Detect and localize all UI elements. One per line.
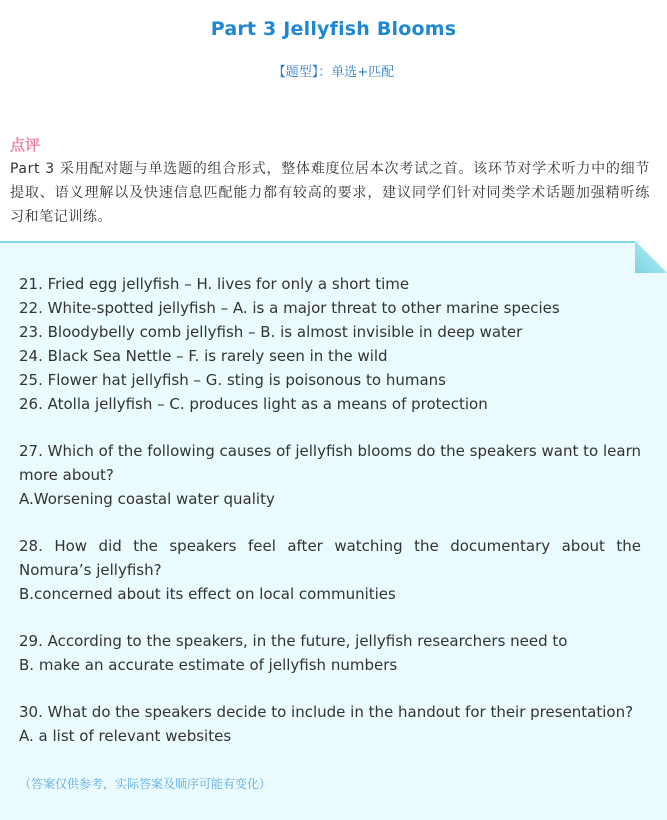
matching-answer-22: 22. White-spotted jellyfish – A. is a major threat to other marine species — [19, 299, 560, 317]
question-type-label: 【题型】：单选+匹配 — [272, 65, 395, 80]
matching-answer-26: 26. Atolla jellyfish – C. produces light as a means of protection — [19, 395, 488, 413]
answer-28: B.concerned about its effect on local communities — [19, 585, 396, 603]
matching-answer-25: 25. Flower hat jellyfish – G. sting is poisonous to humans — [19, 371, 446, 389]
comment-heading: 点评 — [10, 136, 41, 154]
answer-29: B. make an accurate estimate of jellyfish numbers — [19, 656, 398, 674]
matching-answer-21: 21. Fried egg jellyfish – H. lives for only a short time — [19, 275, 410, 293]
question-30: 30. What do the speakers decide to include in the handout for their presentation? — [19, 703, 634, 721]
page-fold-corner — [635, 241, 667, 273]
page-title: Part 3 Jellyfish Blooms — [210, 18, 457, 40]
matching-answer-23: 23. Bloodybelly comb jellyfish – B. is almost invisible in deep water — [19, 323, 523, 341]
question-29: 29. According to the speakers, in the future, jellyfish researchers need to — [19, 632, 568, 650]
question-27: 27. Which of the following causes of jellyfish blooms do the speakers want to learn more about? — [19, 442, 641, 484]
comment-body: Part 3 采用配对题与单选题的组合形式，整体难度位居本次考试之首。该环节对学术听力中的细节提取、语义理解以及快速信息匹配能力都有较高的要求，建议同学们针对同类学术话题加强精听练习和笔记训练。 — [10, 161, 650, 225]
answer-30: A. a list of relevant websites — [19, 727, 232, 745]
disclaimer-note: （答案仅供参考，实际答案及顺序可能有变化） — [19, 777, 272, 791]
question-28: 28. How did the speakers feel after watching the documentary about the Nomura’s jellyfish? — [19, 537, 641, 579]
answer-list — [19, 272, 641, 748]
matching-answer-24: 24. Black Sea Nettle – F. is rarely seen in the wild — [19, 347, 388, 365]
answer-27: A.Worsening coastal water quality — [19, 490, 275, 508]
